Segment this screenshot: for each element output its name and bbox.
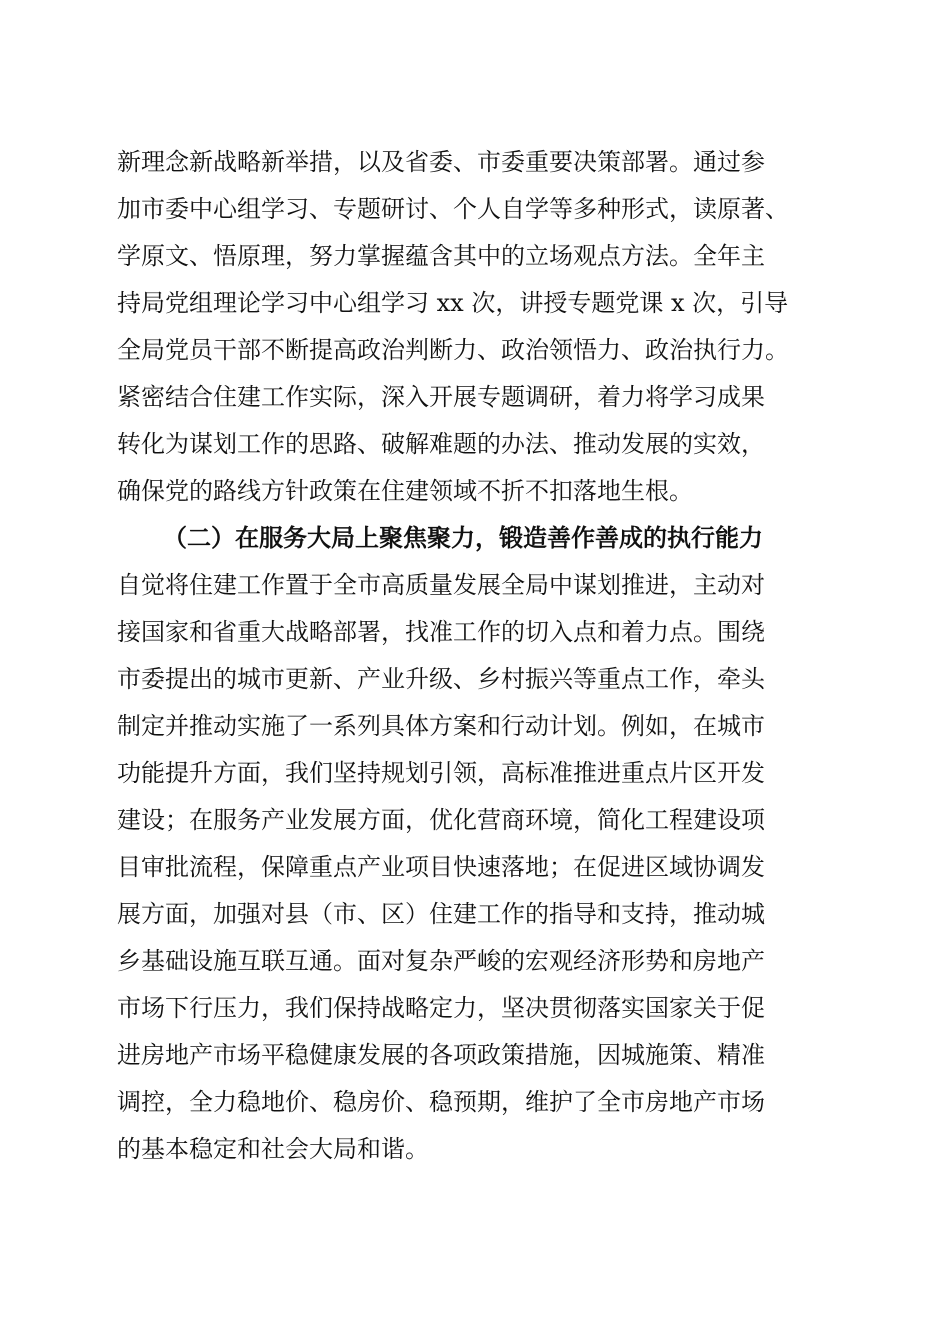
paragraph-line: 调控，全力稳地价、稳房价、稳预期，维护了全市房地产市场 bbox=[117, 1088, 765, 1116]
paragraph-line: 的基本稳定和社会大局和谐。 bbox=[117, 1135, 429, 1163]
paragraph-line: 建设；在服务产业发展方面，优化营商环境，简化工程建设项 bbox=[117, 806, 765, 834]
paragraph-line: 功能提升方面，我们坚持规划引领，高标准推进重点片区开发 bbox=[117, 759, 765, 787]
paragraph-line: 乡基础设施互联互通。面对复杂严峻的宏观经济形势和房地产 bbox=[117, 947, 765, 975]
paragraph-line: 紧密结合住建工作实际，深入开展专题调研，着力将学习成果 bbox=[117, 383, 765, 411]
paragraph-line: 新理念新战略新举措，以及省委、市委重要决策部署。通过参 bbox=[117, 148, 765, 176]
paragraph-line: 目审批流程，保障重点产业项目快速落地；在促进区域协调发 bbox=[117, 853, 765, 881]
paragraph-line: 接国家和省重大战略部署，找准工作的切入点和着力点。围绕 bbox=[117, 618, 765, 646]
paragraph-line: 市委提出的城市更新、产业升级、乡村振兴等重点工作，牵头 bbox=[117, 665, 765, 693]
paragraph-line: 制定并推动实施了一系列具体方案和行动计划。例如，在城市 bbox=[117, 712, 765, 740]
paragraph-line: 加市委中心组学习、专题研讨、个人自学等多种形式，读原著、 bbox=[117, 195, 789, 223]
paragraph-line: 展方面，加强对县（市、区）住建工作的指导和支持，推动城 bbox=[117, 900, 765, 928]
paragraph-line: 自觉将住建工作置于全市高质量发展全局中谋划推进，主动对 bbox=[117, 571, 765, 599]
paragraph-line: 进房地产市场平稳健康发展的各项政策措施，因城施策、精准 bbox=[117, 1041, 765, 1069]
paragraph-line: 全局党员干部不断提高政治判断力、政治领悟力、政治执行力。 bbox=[117, 336, 789, 364]
paragraph-line: 确保党的路线方针政策在住建领域不折不扣落地生根。 bbox=[117, 477, 693, 505]
section-heading: （二）在服务大局上聚焦聚力，锻造善作善成的执行能力 bbox=[163, 523, 763, 552]
paragraph-line: 持局党组理论学习中心组学习 xx 次，讲授专题党课 x 次，引导 bbox=[117, 289, 789, 317]
paragraph-line: 转化为谋划工作的思路、破解难题的办法、推动发展的实效， bbox=[117, 430, 765, 458]
paragraph-line: 市场下行压力，我们保持战略定力，坚决贯彻落实国家关于促 bbox=[117, 994, 765, 1022]
paragraph-line: 学原文、悟原理，努力掌握蕴含其中的立场观点方法。全年主 bbox=[117, 242, 765, 270]
